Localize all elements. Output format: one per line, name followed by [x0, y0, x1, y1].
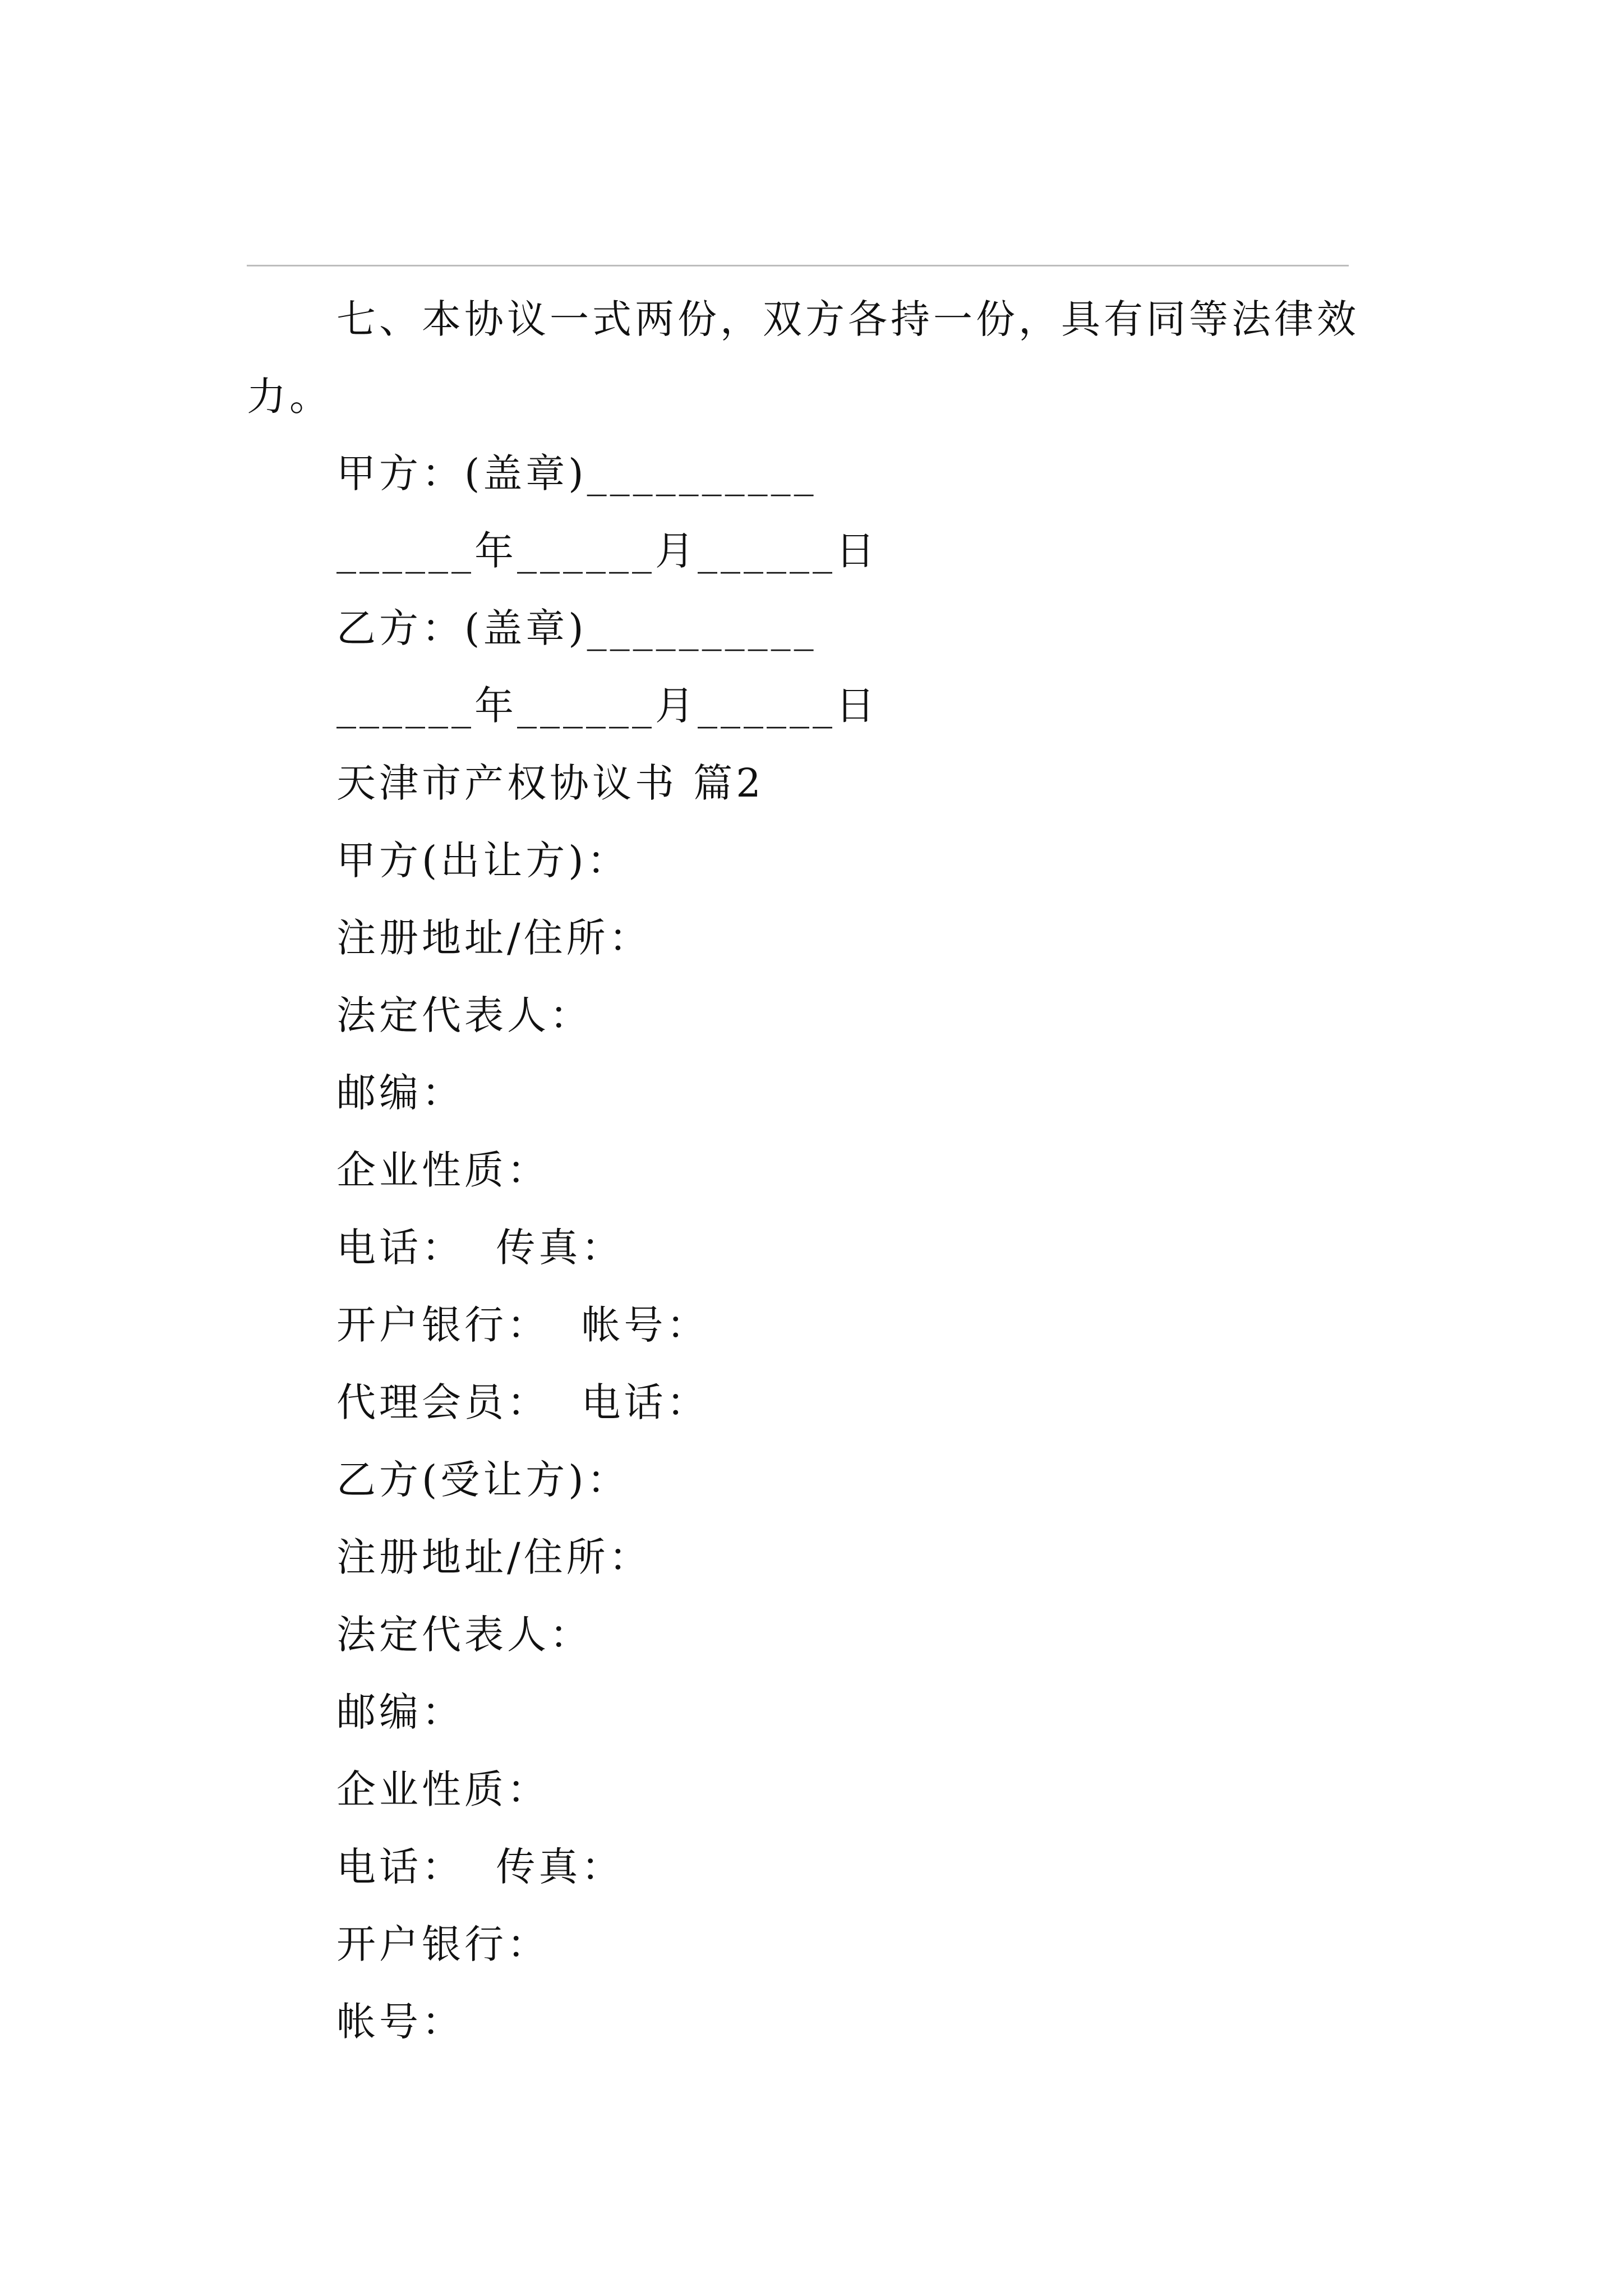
section-title: 天津市产权协议书 篇2	[336, 760, 764, 806]
party-b-postcode: 邮编：	[336, 1689, 464, 1735]
party-b-legal-rep: 法定代表人：	[336, 1612, 592, 1658]
party-a-date-line: ______年______月______日	[336, 528, 878, 574]
party-b-address: 注册地址/住所：	[336, 1534, 652, 1580]
party-a-heading: 甲方(出让方)：	[336, 838, 630, 884]
party-b-heading: 乙方(受让方)：	[336, 1457, 630, 1503]
party-a-postcode: 邮编：	[336, 1070, 464, 1116]
party-a-legal-rep: 法定代表人：	[336, 992, 592, 1038]
party-a-phone-fax: 电话： 传真：	[336, 1225, 624, 1271]
party-b-bank: 开户银行：	[336, 1921, 550, 1967]
party-a-seal-line: 甲方：(盖章)__________	[336, 450, 817, 496]
clause-7-paragraph: 七、本协议一式两份，双方各持一份，具有同等法律效力。	[247, 296, 1359, 420]
party-a-bank-account: 开户银行： 帐号：	[336, 1302, 709, 1348]
party-a-address: 注册地址/住所：	[336, 915, 652, 961]
party-b-date-line: ______年______月______日	[336, 683, 878, 729]
party-b-phone-fax: 电话： 传真：	[336, 1844, 624, 1890]
party-b-nature: 企业性质：	[336, 1766, 550, 1812]
party-b-seal-line: 乙方：(盖章)__________	[336, 605, 817, 651]
party-b-account: 帐号：	[336, 1999, 464, 2045]
header-divider	[247, 265, 1349, 266]
party-a-nature: 企业性质：	[336, 1147, 550, 1193]
party-a-agent-phone: 代理会员： 电话：	[336, 1379, 709, 1425]
